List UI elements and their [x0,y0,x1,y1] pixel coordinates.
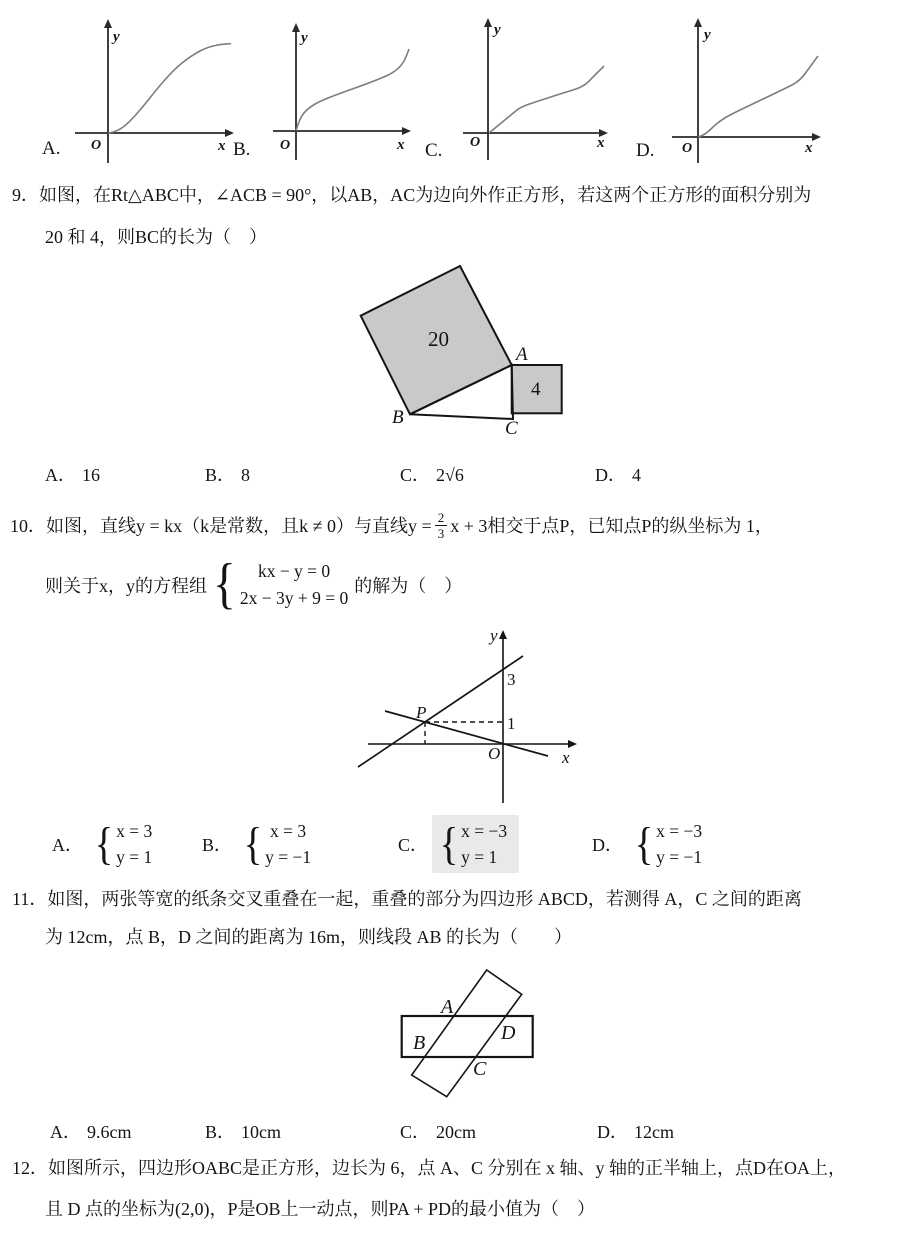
q11-option-b-value: 10cm [241,1122,282,1142]
q11-option-c-value: 20cm [436,1122,477,1142]
big-square-area-label: 20 [428,327,449,351]
question-12-line-2: 且 D 点的坐标为(2,0)，P是OB上一动点，则PA + PD的最小值为（ ） [45,1199,596,1219]
vertex-a-label: A [516,344,528,365]
small-square-area-label: 4 [531,379,541,400]
q10-option-c-eq1: x = −3 [461,820,508,841]
curve-a [108,44,231,134]
q11-option-b-letter: B． [205,1122,236,1142]
x-axis-arrow [812,133,821,141]
q10-option-c-letter: C． [398,835,429,855]
graph-option-c [455,15,615,168]
q10-option-a-body [87,815,164,874]
tick-3-label: 3 [507,670,516,689]
q11-option-d [597,1122,674,1144]
fraction-denominator: 3 [437,525,445,541]
line-through-origin [385,711,548,756]
vertex-b-label: B [413,1032,426,1054]
system-brace: { [213,553,236,616]
q9-option-b [205,465,250,487]
system-eq-2: 2x − 3y + 9 = 0 [239,588,349,608]
graph-option-label-d: D. [636,140,655,161]
q11-option-a [50,1122,132,1144]
q9-option-a-letter: A． [45,465,76,485]
q11-option-c-letter: C． [400,1122,431,1142]
curve-c [489,66,604,133]
brace-icon: { [243,818,263,870]
q9-option-d-letter: D． [595,465,626,485]
q10-option-b [202,812,323,876]
fraction-two-thirds [435,511,448,540]
question-10-line-1 [10,505,773,545]
q9-option-d [595,465,641,487]
origin-label: O [470,135,481,150]
x-axis-arrow [568,740,577,748]
q9-option-d-value: 4 [632,465,641,485]
y-axis-label: y [704,27,711,43]
q10-option-b-eq2: y = −1 [265,847,312,867]
q10-figure [350,625,580,810]
y-axis-arrow [484,18,492,27]
x-axis-label: x [562,748,570,767]
y-axis-arrow [499,630,507,639]
q10-option-b-eq1: x = 3 [270,820,307,841]
q10-line2-post: 的解为（ ） [354,576,463,596]
point-p-label: P [416,703,427,722]
q11-option-b [205,1122,281,1144]
origin-label: O [91,138,102,153]
system-eq-1: kx − y = 0 [257,560,331,581]
q9-option-c [400,465,464,487]
q11-figure [395,962,545,1112]
y-axis-arrow [694,18,702,27]
q10-option-c-highlight [432,815,519,874]
q11-option-d-letter: D． [597,1122,628,1142]
curve-b [296,49,409,131]
q10-option-b-body [236,815,323,874]
x-axis-arrow [402,127,411,135]
vertex-c-label: C [473,1058,487,1080]
graph-option-b [258,18,418,168]
q9-figure [355,258,570,443]
q11-option-d-value: 12cm [634,1122,674,1142]
q10-option-c [398,812,519,876]
q11-option-a-value: 9.6cm [87,1122,132,1142]
q10-line1-pre: 10．如图，直线y = kx（k是常数，且k ≠ 0）与直线y = [10,516,432,536]
q10-option-d-eq2: y = −1 [656,847,703,867]
origin-label: O [682,141,693,156]
curve-d [698,56,818,137]
vertex-a-label: A [441,996,454,1018]
tick-1-label: 1 [507,714,516,733]
q9-option-c-letter: C． [400,465,431,485]
graph-option-label-b: B. [233,139,251,160]
q11-option-c [400,1122,476,1144]
q10-option-d-body [627,815,714,874]
y-axis-label: y [301,30,308,46]
y-axis-label: y [490,626,498,645]
question-11-line-1: 11．如图，两张等宽的纸条交叉重叠在一起，重叠的部分为四边形 ABCD，若测得 A，C 之间的距离 [12,889,802,909]
q9-option-b-letter: B． [205,465,236,485]
graph-option-a [70,16,238,168]
q10-line1-post: x + 3相交于点P，已知点P的纵坐标为 1， [450,516,773,536]
equation-system [240,558,348,612]
q10-option-d-eq1: x = −3 [656,820,703,841]
q9-option-a-value: 16 [82,465,100,485]
q9-option-c-value: 2√6 [436,465,464,485]
q10-option-d [592,812,714,876]
question-12-line-1: 12．如图所示，四边形OABC是正方形，边长为 6，点 A、C 分别在 x 轴、y 轴的正半轴上，点D在OA上， [12,1158,847,1178]
question-9-line-1: 9．如图，在Rt△ABC中，∠ACB = 90°，以AB，AC为边向外作正方形，若这两个正方形的面积分别为 [12,185,812,205]
vertex-c-label: C [505,418,518,439]
q9-option-b-value: 8 [241,465,251,485]
graph-option-label-c: C. [425,140,443,161]
origin-label: O [280,138,291,153]
y-axis-label: y [494,22,501,38]
graph-option-label-a: A. [42,138,61,159]
y-axis-arrow [292,23,300,32]
q10-line2-pre: 则关于x，y的方程组 [45,576,207,596]
x-axis-label: x [218,138,226,154]
q11-option-a-letter: A． [50,1122,81,1142]
brace-icon: { [94,818,114,870]
q10-option-a-eq1: x = 3 [116,820,153,841]
question-9-line-2: 20 和 4，则BC的长为（ ） [45,227,268,247]
y-axis-arrow [104,19,112,28]
question-10-line-2 [45,553,463,616]
q9-option-a [45,465,100,487]
vertex-b-label: B [392,407,404,428]
x-axis-label: x [397,137,405,153]
x-axis-arrow [225,129,234,137]
x-axis-label: x [805,140,813,156]
q10-option-a-letter: A． [52,835,83,855]
q10-option-a [52,812,164,876]
question-11-line-2: 为 12cm，点 B，D 之间的距离为 16m，则线段 AB 的长为（ ） [45,927,572,947]
brace-icon: { [634,818,654,870]
q10-option-a-eq2: y = 1 [116,847,153,867]
q10-option-d-letter: D． [592,835,623,855]
q10-option-b-letter: B． [202,835,233,855]
x-axis-label: x [597,135,605,151]
vertex-d-label: D [501,1022,516,1044]
brace-icon: { [439,818,459,870]
graph-option-d [665,15,825,170]
fraction-numerator: 2 [435,511,448,526]
q10-option-c-eq2: y = 1 [461,847,498,867]
y-axis-label: y [113,29,120,45]
origin-label: O [488,744,501,763]
